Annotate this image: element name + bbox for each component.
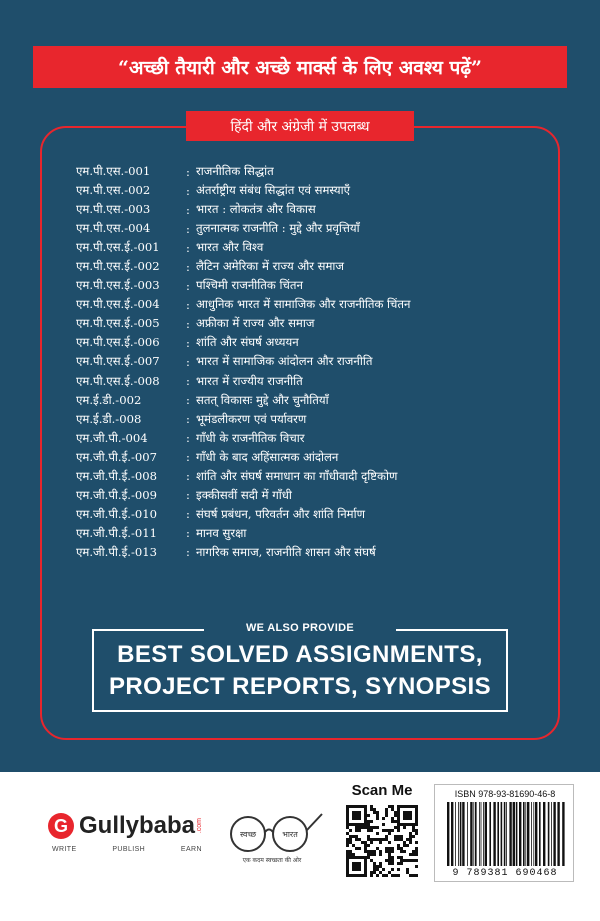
course-item bbox=[76, 486, 546, 505]
course-title: मानव सुरक्षा bbox=[196, 525, 247, 540]
course-code: एम.पी.एस.ई.-007 bbox=[76, 354, 160, 369]
swachh-bharat-glasses-icon bbox=[218, 808, 326, 856]
course-item bbox=[76, 257, 546, 276]
course-code: एम.जी.पी.ई.-013 bbox=[76, 544, 158, 559]
isbn-label: ISBN 978-93-81690-46-8 bbox=[454, 789, 556, 799]
course-title: पश्चिमी राजनीतिक चिंतन bbox=[196, 278, 303, 293]
course-separator: : bbox=[186, 545, 190, 560]
course-item bbox=[76, 200, 546, 219]
course-code: एम.पी.एस.ई.-003 bbox=[76, 278, 160, 293]
course-separator: : bbox=[186, 221, 190, 236]
footer bbox=[0, 772, 600, 921]
course-code: एम.जी.पी.ई.-007 bbox=[76, 449, 158, 464]
isbn-barcode-box bbox=[434, 784, 574, 882]
course-item bbox=[76, 410, 546, 429]
course-separator: : bbox=[186, 259, 190, 274]
course-item bbox=[76, 333, 546, 352]
course-code: एम.जी.पी.ई.-011 bbox=[76, 525, 158, 540]
course-item bbox=[76, 276, 546, 295]
course-separator: : bbox=[186, 469, 190, 484]
course-item bbox=[76, 524, 546, 543]
tagline-write: WRITE bbox=[52, 846, 77, 853]
course-item bbox=[76, 238, 546, 257]
course-separator: : bbox=[186, 297, 190, 312]
course-code: एम.पी.एस.ई.-008 bbox=[76, 373, 160, 388]
course-separator: : bbox=[186, 164, 190, 179]
course-separator: : bbox=[186, 431, 190, 446]
course-code: एम.पी.एस.ई.-006 bbox=[76, 335, 160, 350]
course-title: गाँधी के बाद अहिंसात्मक आंदोलन bbox=[196, 449, 339, 464]
course-title: शांति और संघर्ष समाधान का गाँधीवादी दृष्टिकोण bbox=[196, 468, 398, 483]
course-separator: : bbox=[186, 354, 190, 369]
course-title: सतत् विकासः मुद्दे और चुनौतियाँ bbox=[196, 392, 329, 407]
course-item bbox=[76, 219, 546, 238]
course-code: एम.ई.डी.-008 bbox=[76, 411, 142, 426]
course-separator: : bbox=[186, 316, 190, 331]
course-title: अंतर्राष्ट्रीय संबंध सिद्धांत एवं समस्याएँ bbox=[196, 183, 351, 198]
tagline-publish: PUBLISH bbox=[112, 846, 146, 853]
course-title: आधुनिक भारत में सामाजिक और राजनीतिक चिंतन bbox=[196, 297, 411, 312]
course-separator: : bbox=[186, 412, 190, 427]
course-list bbox=[76, 162, 546, 562]
course-title: तुलनात्मक राजनीति : मुद्दे और प्रवृत्तियाँ bbox=[196, 221, 360, 236]
course-code: एम.पी.एस.-002 bbox=[76, 183, 151, 198]
course-code: एम.जी.पी.ई.-008 bbox=[76, 468, 158, 483]
course-separator: : bbox=[186, 335, 190, 350]
course-code: एम.ई.डी.-002 bbox=[76, 392, 142, 407]
logo-g-icon: G bbox=[48, 813, 74, 839]
course-title: भारत में राज्यीय राजनीति bbox=[196, 373, 303, 388]
headline-text: “अच्छी तैयारी और अच्छे मार्क्स के लिए अवश्य पढ़ें” bbox=[118, 57, 482, 79]
course-separator: : bbox=[186, 450, 190, 465]
course-separator: : bbox=[186, 278, 190, 293]
course-item bbox=[76, 391, 546, 410]
provide-line-1: BEST SOLVED ASSIGNMENTS, bbox=[117, 641, 483, 668]
availability-text: हिंदी और अंग्रेजी में उपलब्ध bbox=[230, 118, 370, 135]
course-code: एम.जी.पी.ई.-009 bbox=[76, 487, 158, 502]
course-title: शांति और संघर्ष अध्ययन bbox=[196, 335, 299, 350]
course-title: भारत में सामाजिक आंदोलन और राजनीति bbox=[196, 354, 373, 369]
course-title: भूमंडलीकरण एवं पर्यावरण bbox=[196, 411, 307, 426]
provide-label: WE ALSO PROVIDE bbox=[246, 622, 354, 634]
provide-frame-top-left bbox=[92, 629, 204, 631]
course-title: अफ्रीका में राज्य और समाज bbox=[196, 316, 315, 331]
logo-suffix: .com bbox=[196, 818, 204, 834]
course-separator: : bbox=[186, 526, 190, 541]
provide-line-2: PROJECT REPORTS, SYNOPSIS bbox=[108, 673, 492, 700]
headline-banner bbox=[33, 46, 567, 88]
course-code: एम.जी.पी.ई.-010 bbox=[76, 506, 158, 521]
course-title: गाँधी के राजनीतिक विचार bbox=[196, 430, 305, 445]
provide-frame-top-right bbox=[396, 629, 508, 631]
course-code: एम.पी.एस.-004 bbox=[76, 221, 151, 236]
course-title: लैटिन अमेरिका में राज्य और समाज bbox=[196, 259, 345, 274]
logo-tagline bbox=[52, 846, 202, 853]
course-title: इक्कीसवीं सदी में गाँधी bbox=[196, 487, 292, 502]
course-separator: : bbox=[186, 374, 190, 389]
course-item bbox=[76, 162, 546, 181]
course-item bbox=[76, 352, 546, 371]
swachh-right-text: भारत bbox=[282, 830, 298, 839]
scan-me-label: Scan Me bbox=[351, 782, 413, 799]
course-item bbox=[76, 467, 546, 486]
barcode-icon bbox=[445, 802, 565, 866]
course-title: संघर्ष प्रबंधन, परिवर्तन और शांति निर्माण bbox=[196, 506, 365, 521]
gullybaba-logo bbox=[48, 812, 203, 840]
logo-name: Gullybaba bbox=[79, 812, 196, 839]
course-code: एम.पी.एस.ई.-001 bbox=[76, 240, 160, 255]
course-separator: : bbox=[186, 183, 190, 198]
course-separator: : bbox=[186, 488, 190, 503]
course-code: एम.पी.एस.ई.-004 bbox=[76, 297, 160, 312]
course-separator: : bbox=[186, 393, 190, 408]
course-item bbox=[76, 372, 546, 391]
course-item bbox=[76, 505, 546, 524]
course-code: एम.पी.एस.ई.-002 bbox=[76, 259, 160, 274]
isbn-digits: 9 789381 690468 bbox=[452, 868, 558, 879]
language-availability-tag bbox=[186, 111, 414, 141]
course-item bbox=[76, 429, 546, 448]
course-title: भारत और विश्व bbox=[196, 240, 264, 255]
course-item bbox=[76, 181, 546, 200]
course-item bbox=[76, 314, 546, 333]
course-code: एम.पी.एस.-001 bbox=[76, 164, 151, 179]
course-separator: : bbox=[186, 202, 190, 217]
course-code: एम.जी.पी.-004 bbox=[76, 430, 148, 445]
course-code: एम.पी.एस.-003 bbox=[76, 202, 151, 217]
course-separator: : bbox=[186, 240, 190, 255]
course-code: एम.पी.एस.ई.-005 bbox=[76, 316, 160, 331]
swachh-left-text: स्वच्छ bbox=[239, 830, 257, 839]
course-item bbox=[76, 543, 546, 562]
course-separator: : bbox=[186, 507, 190, 522]
course-title: भारत : लोकतंत्र और विकास bbox=[196, 202, 316, 217]
course-item bbox=[76, 295, 546, 314]
swachh-caption: एक कदम स्वच्छता की ओर bbox=[242, 857, 302, 864]
course-title: राजनीतिक सिद्धांत bbox=[196, 164, 274, 179]
course-item bbox=[76, 448, 546, 467]
tagline-earn: EARN bbox=[180, 846, 202, 853]
qr-code-icon[interactable] bbox=[346, 805, 418, 877]
course-title: नागरिक समाज, राजनीति शासन और संघर्ष bbox=[196, 544, 376, 559]
